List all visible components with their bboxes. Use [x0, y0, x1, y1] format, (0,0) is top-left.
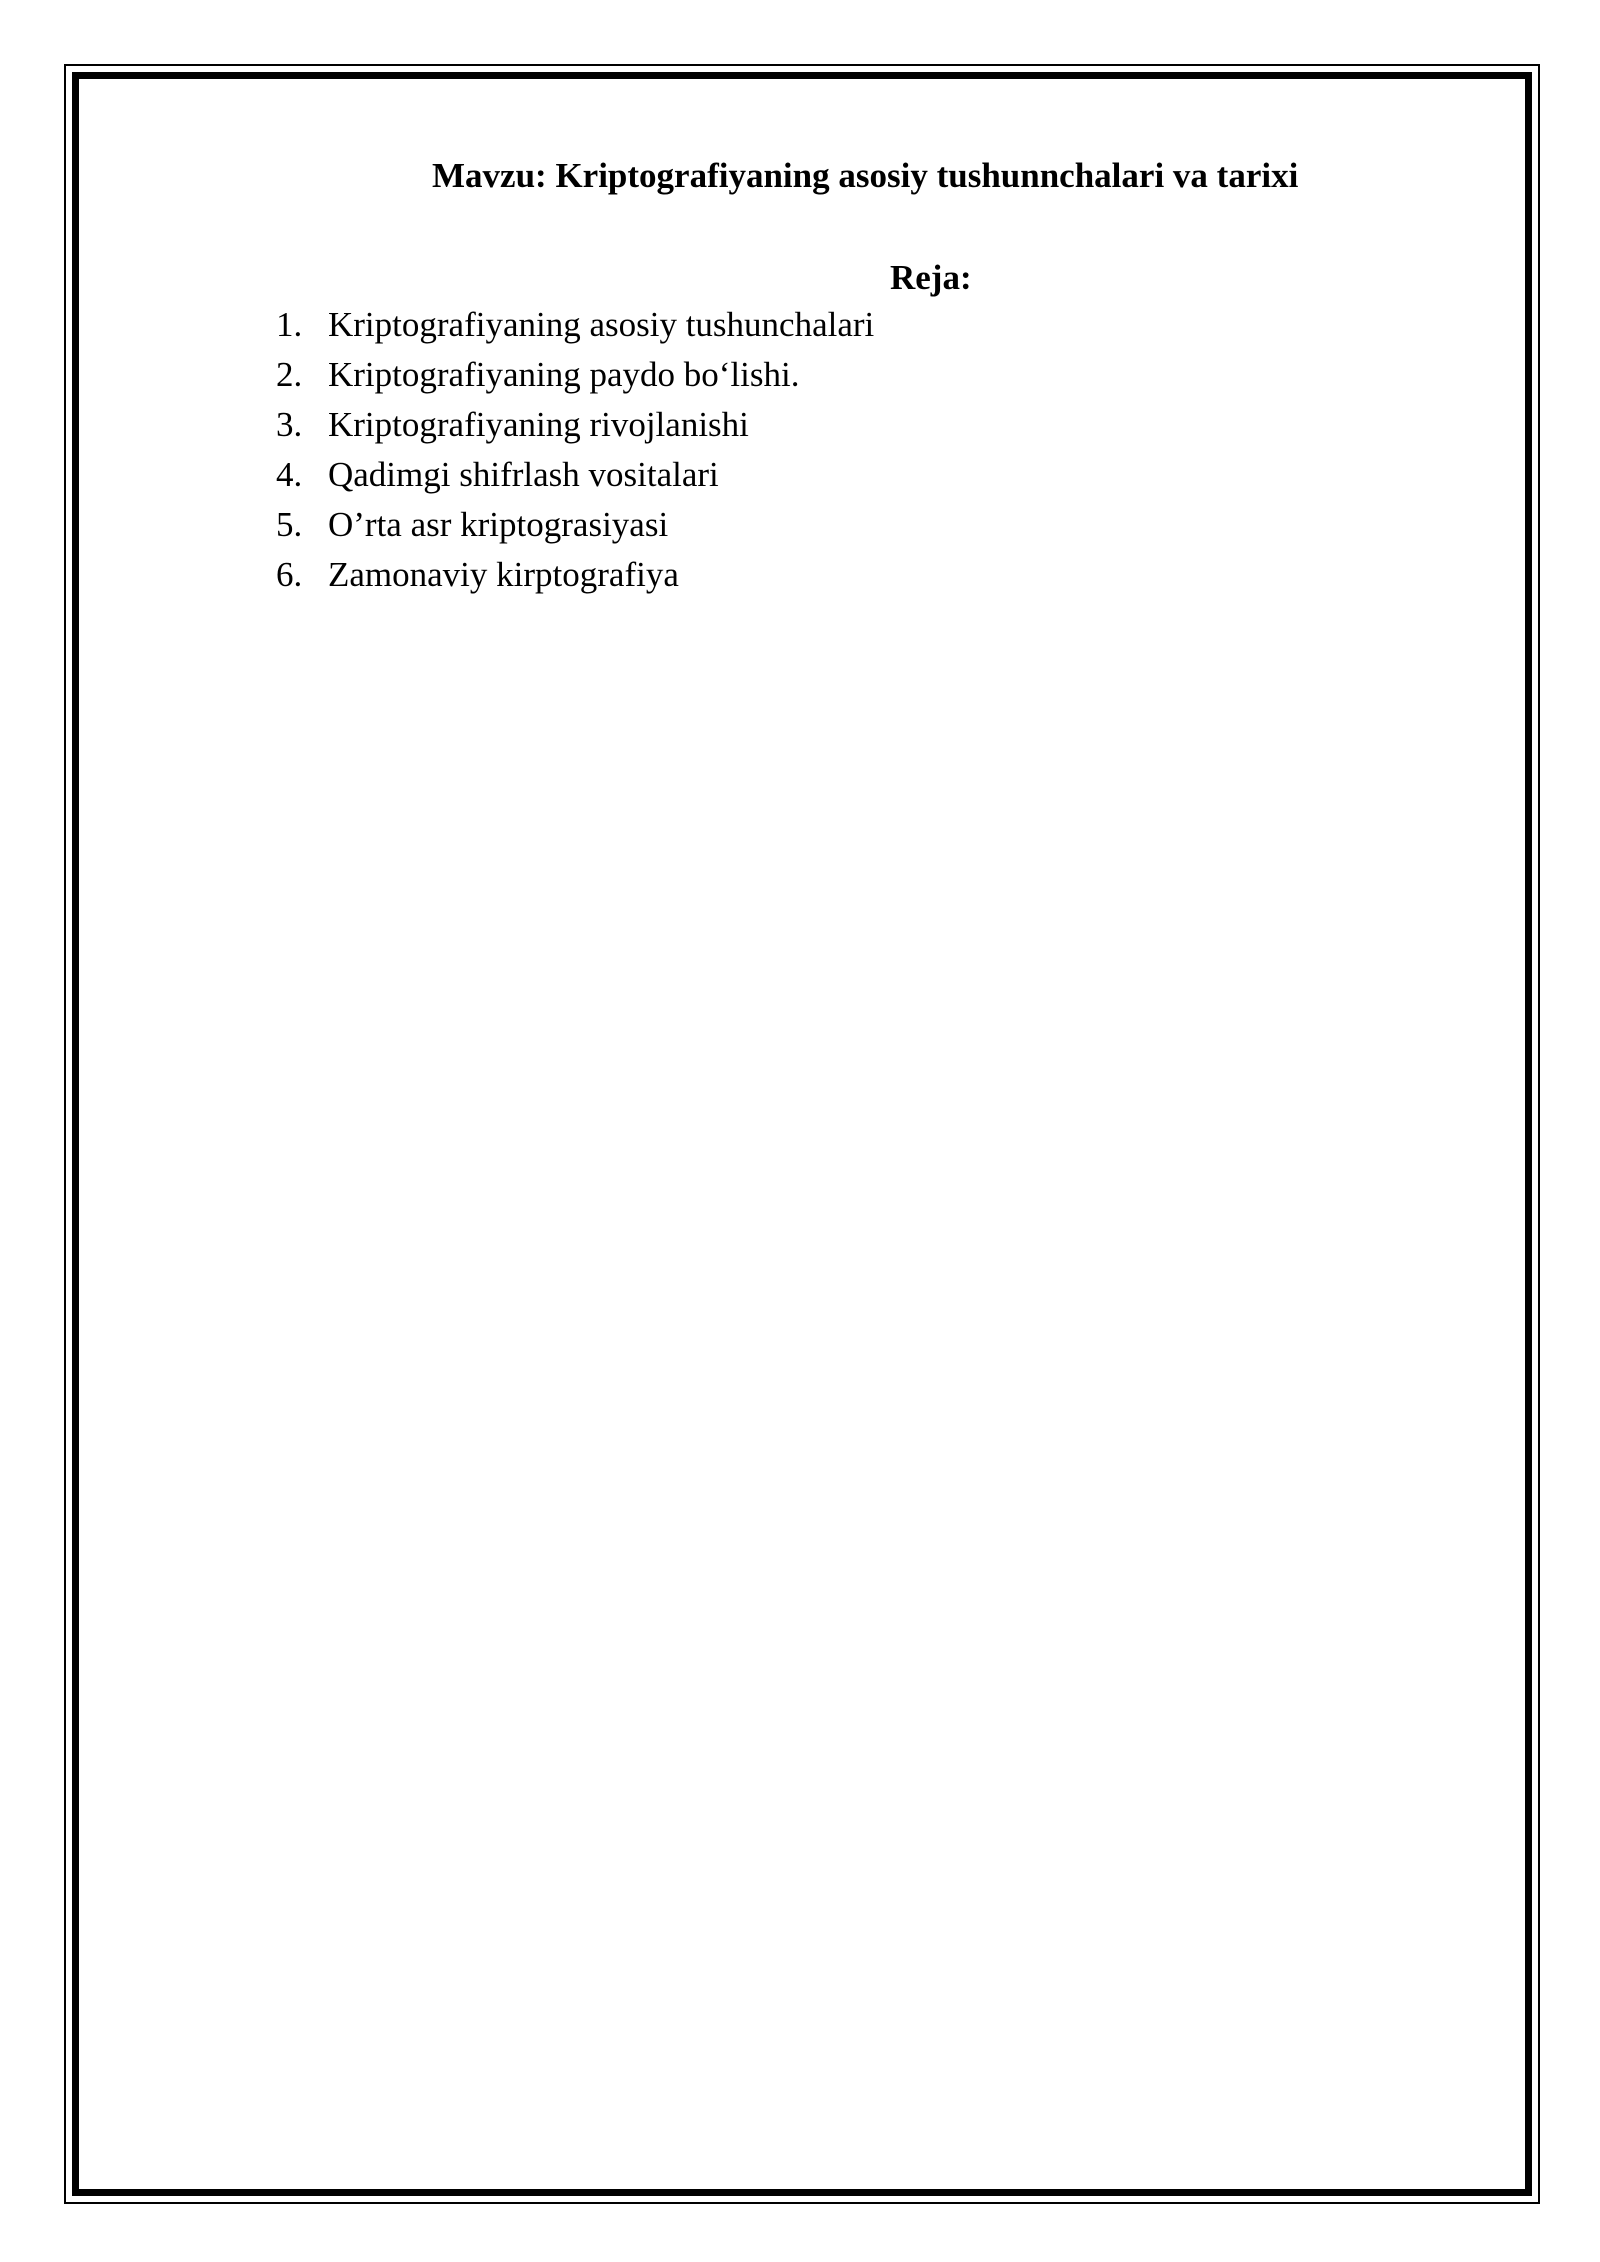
- document-title: Mavzu: Kriptografiyaning asosiy tushunnchalari va tarixi: [432, 156, 1299, 195]
- plan-heading: Reja:: [890, 258, 972, 297]
- plan-item: [276, 300, 874, 350]
- plan-item-number: 1.: [276, 305, 303, 344]
- plan-item-number: 2.: [276, 355, 303, 394]
- plan-item: [276, 550, 874, 600]
- plan-list: [276, 300, 874, 600]
- plan-item-text: Qadimgi shifrlash vositalari: [328, 455, 719, 494]
- plan-item-text: Kriptografiyaning paydo bo‘lishi.: [328, 355, 800, 394]
- plan-item-text: Kriptografiyaning asosiy tushunchalari: [328, 305, 875, 344]
- plan-item: [276, 350, 874, 400]
- plan-item: [276, 400, 874, 450]
- plan-item-text: O’rta asr kriptograsiyasi: [328, 505, 669, 544]
- plan-item-number: 4.: [276, 455, 303, 494]
- plan-item: [276, 500, 874, 550]
- plan-item-number: 3.: [276, 405, 303, 444]
- plan-item: [276, 450, 874, 500]
- plan-item-text: Zamonaviy kirptografiya: [328, 555, 679, 594]
- plan-item-text: Kriptografiyaning rivojlanishi: [328, 405, 749, 444]
- plan-item-number: 5.: [276, 505, 303, 544]
- plan-item-number: 6.: [276, 555, 303, 594]
